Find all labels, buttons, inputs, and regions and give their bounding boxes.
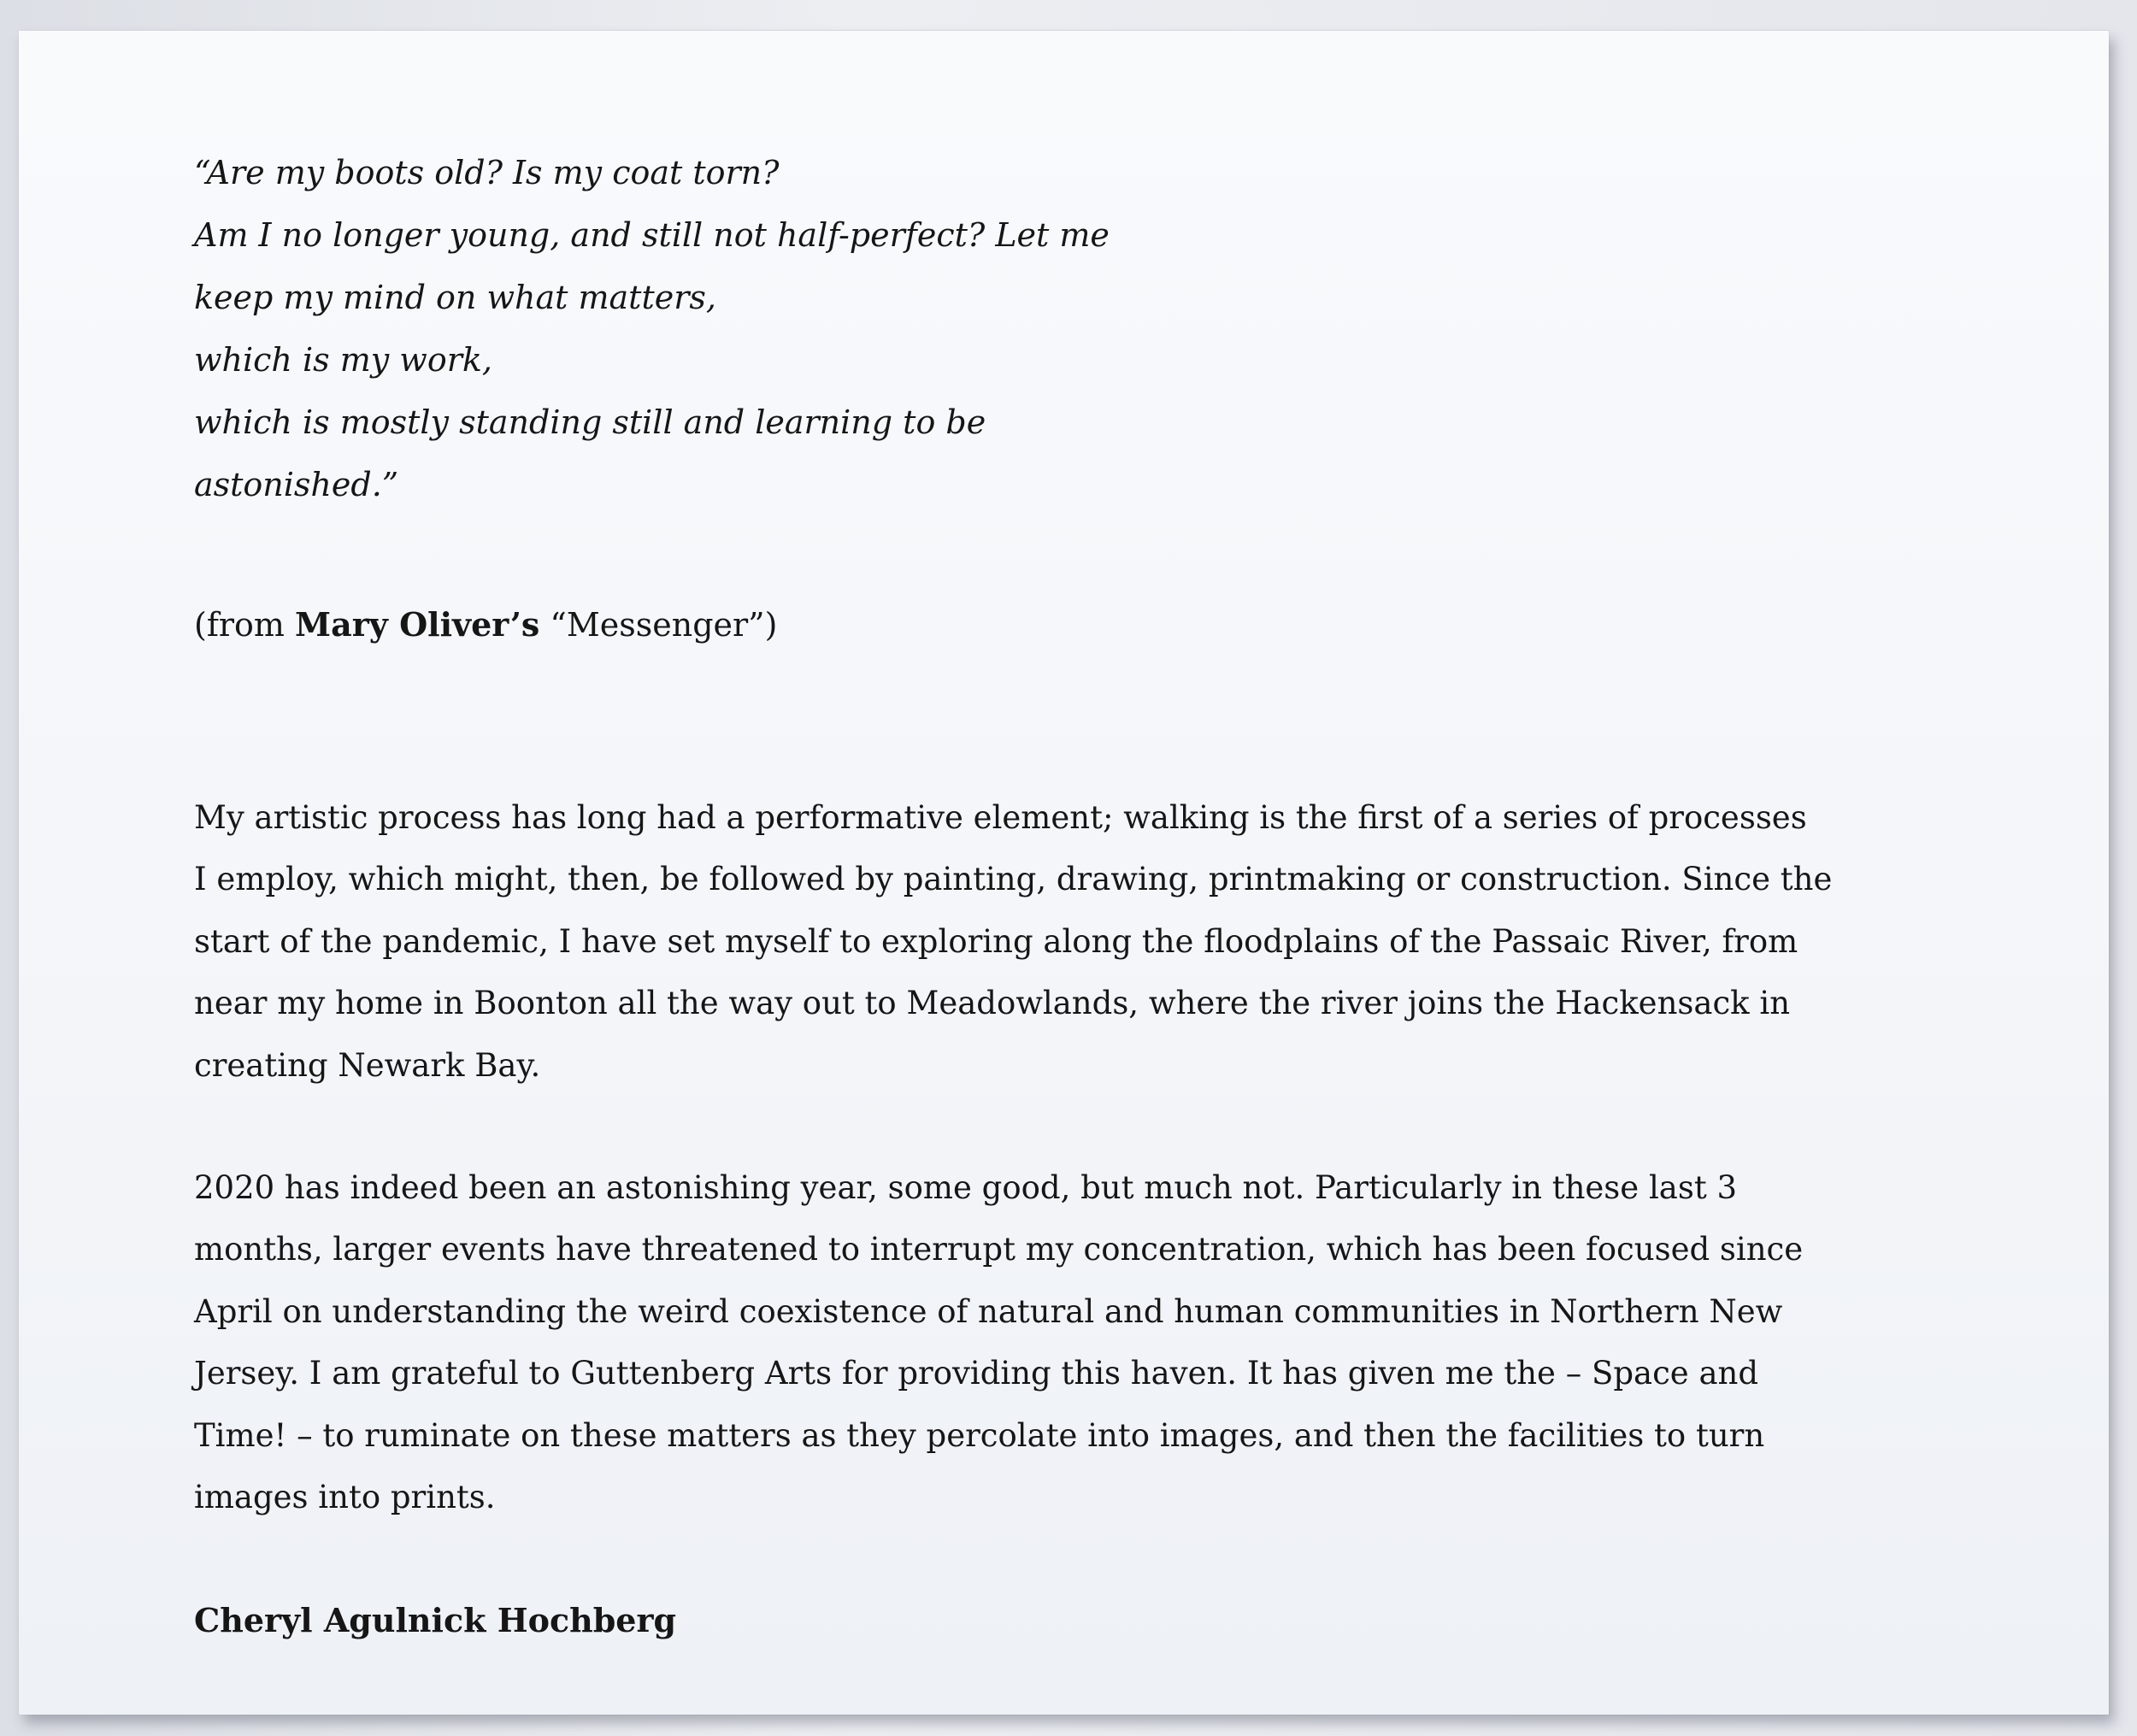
paragraph-line: months, larger events have threatened to interrupt my concentration, which has been focused since bbox=[194, 1231, 1804, 1268]
poem-source bbox=[194, 593, 777, 656]
poem-line: Am I no longer young, and still not half-perfect? Let me bbox=[194, 216, 1110, 254]
paragraph-line: I employ, which might, then, be followed by painting, drawing, printmaking or construction. Since the bbox=[194, 861, 1833, 898]
paragraph-line: creating Newark Bay. bbox=[194, 1046, 541, 1084]
source-title: “Messenger”) bbox=[539, 606, 778, 644]
poem-line: which is mostly standing still and learning to be bbox=[194, 403, 986, 441]
placard bbox=[19, 31, 2109, 1715]
paragraph-line: images into prints. bbox=[194, 1478, 496, 1515]
poem-quote bbox=[194, 142, 1110, 516]
paragraph-line: Jersey. I am grateful to Guttenberg Arts for providing this haven. It has given me the – Space and bbox=[194, 1355, 1759, 1392]
paragraph-line: Time! – to ruminate on these matters as they percolate into images, and then the facilities to turn bbox=[194, 1416, 1765, 1454]
paragraph-line: My artistic process has long had a performative element; walking is the first of a series of processes bbox=[194, 799, 1807, 836]
statement-paragraph-2 bbox=[194, 1157, 1803, 1528]
paragraph-line: April on understanding the weird coexistence of natural and human communities in Northern New bbox=[194, 1292, 1783, 1330]
source-prefix: (from bbox=[194, 606, 296, 644]
statement-paragraph-1 bbox=[194, 787, 1832, 1097]
source-author: Mary Oliver’s bbox=[295, 605, 540, 644]
artist-signature: Cheryl Agulnick Hochberg bbox=[194, 1601, 677, 1639]
poem-line: “Are my boots old? Is my coat torn? bbox=[194, 154, 780, 191]
poem-line: astonished.” bbox=[194, 466, 399, 503]
paragraph-line: near my home in Boonton all the way out to Meadowlands, where the river joins the Hackensack in bbox=[194, 985, 1791, 1022]
poem-line: keep my mind on what matters, bbox=[194, 279, 716, 316]
poem-line: which is my work, bbox=[194, 341, 492, 379]
paragraph-line: start of the pandemic, I have set myself to exploring along the floodplains of the Passaic River, from bbox=[194, 922, 1798, 960]
paragraph-line: 2020 has indeed been an astonishing year, some good, but much not. Particularly in these last 3 bbox=[194, 1169, 1737, 1206]
